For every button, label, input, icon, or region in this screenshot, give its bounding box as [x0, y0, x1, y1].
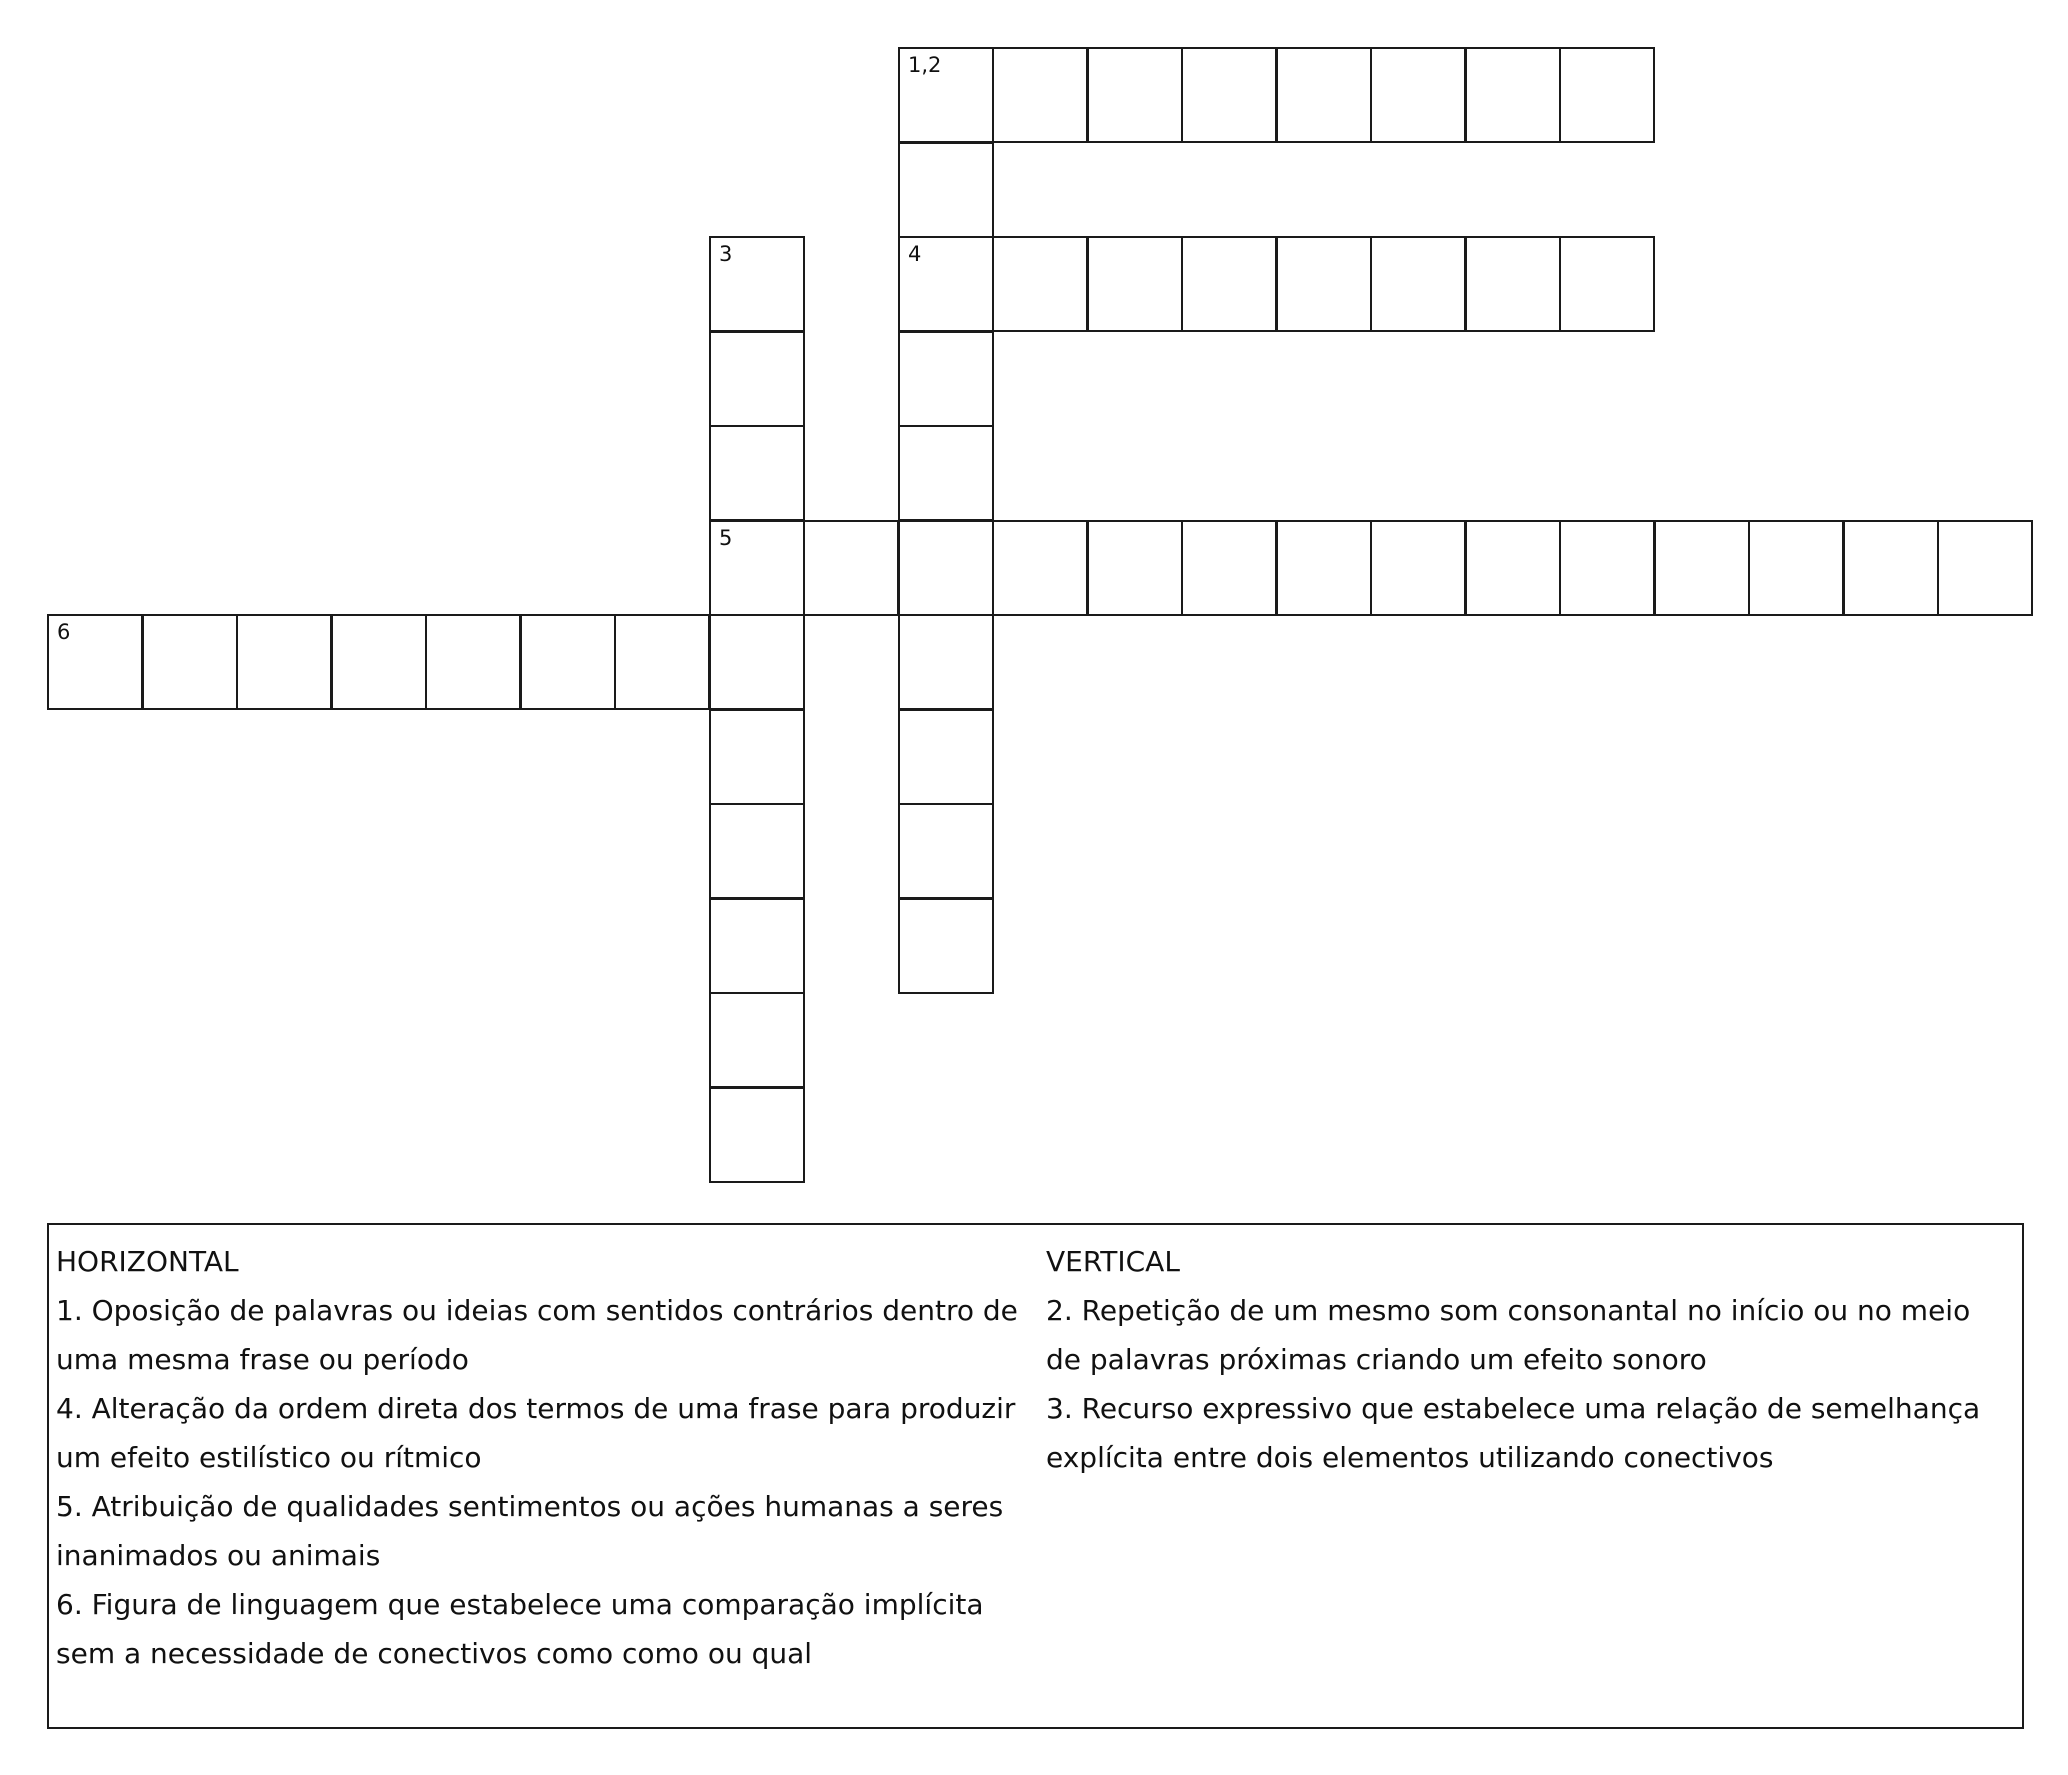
horizontal-heading: HORIZONTAL: [56, 1245, 239, 1278]
grid-cell[interactable]: [709, 236, 805, 332]
grid-cell[interactable]: [898, 425, 994, 521]
grid-cell[interactable]: [1370, 520, 1466, 616]
grid-cell[interactable]: [709, 614, 805, 710]
clue-down-2: 2. Repetição de um mesmo som consonantal no início ou no meio de palavras próximas criando um efeito sonoro: [1046, 1294, 1971, 1376]
grid-cell[interactable]: [709, 709, 805, 805]
grid-cell[interactable]: [1181, 47, 1277, 143]
clue-down-3: 3. Recurso expressivo que estabelece uma relação de semelhança explícita entre dois elementos utilizando conectivos: [1046, 1392, 1981, 1474]
grid-cell[interactable]: [709, 425, 805, 521]
grid-cell[interactable]: [898, 142, 994, 238]
clue-across-5: 5. Atribuição de qualidades sentimentos ou ações humanas a seres inanimados ou animais: [56, 1490, 1004, 1572]
clue-across-1: 1. Oposição de palavras ou ideias com sentidos contrários dentro de uma mesma frase ou período: [56, 1294, 1018, 1376]
grid-cell[interactable]: [1370, 236, 1466, 332]
grid-cell[interactable]: [992, 47, 1088, 143]
grid-cell[interactable]: [1937, 520, 2033, 616]
grid-cell[interactable]: [1654, 520, 1750, 616]
grid-cell[interactable]: [1087, 520, 1183, 616]
grid-cell[interactable]: [709, 520, 805, 616]
grid-cell[interactable]: [1181, 520, 1277, 616]
grid-cell[interactable]: [992, 520, 1088, 616]
grid-cell[interactable]: [709, 803, 805, 899]
grid-cell[interactable]: [331, 614, 427, 710]
vertical-clues: [1046, 1237, 2006, 1482]
grid-cell[interactable]: [1465, 236, 1561, 332]
grid-cell[interactable]: [898, 898, 994, 994]
clue-number: 1,2: [908, 53, 942, 77]
grid-cell[interactable]: [47, 614, 143, 710]
grid-cell[interactable]: [1087, 236, 1183, 332]
grid-cell[interactable]: [709, 992, 805, 1088]
grid-cell[interactable]: [142, 614, 238, 710]
grid-cell[interactable]: [236, 614, 332, 710]
grid-cell[interactable]: [1276, 236, 1372, 332]
grid-cell[interactable]: [1843, 520, 1939, 616]
grid-cell[interactable]: [425, 614, 521, 710]
grid-cell[interactable]: [898, 331, 994, 427]
grid-cell[interactable]: [1181, 236, 1277, 332]
grid-cell[interactable]: [1559, 520, 1655, 616]
grid-cell[interactable]: [1087, 47, 1183, 143]
grid-cell[interactable]: [709, 898, 805, 994]
grid-cell[interactable]: [898, 236, 994, 332]
clue-across-6: 6. Figura de linguagem que estabelece uma comparação implícita sem a necessidade de conectivos como como ou qual: [56, 1588, 984, 1670]
grid-cell[interactable]: [614, 614, 710, 710]
grid-cell[interactable]: [709, 1087, 805, 1183]
grid-cell[interactable]: [1370, 47, 1466, 143]
clues-box: [47, 1223, 2024, 1729]
grid-cell[interactable]: [1465, 47, 1561, 143]
grid-cell[interactable]: [1276, 520, 1372, 616]
grid-cell[interactable]: [898, 709, 994, 805]
grid-cell[interactable]: [898, 47, 994, 143]
grid-cell[interactable]: [898, 614, 994, 710]
grid-cell[interactable]: [1559, 236, 1655, 332]
grid-cell[interactable]: [898, 520, 994, 616]
grid-cell[interactable]: [709, 331, 805, 427]
clue-number: 5: [719, 526, 733, 550]
clue-number: 3: [719, 242, 733, 266]
clue-number: 4: [908, 242, 922, 266]
grid-cell[interactable]: [1465, 520, 1561, 616]
grid-cell[interactable]: [898, 803, 994, 899]
grid-cell[interactable]: [803, 520, 899, 616]
vertical-heading: VERTICAL: [1046, 1245, 1180, 1278]
grid-cell[interactable]: [992, 236, 1088, 332]
horizontal-clues: [56, 1237, 1041, 1678]
clue-number: 6: [57, 620, 71, 644]
grid-cell[interactable]: [1748, 520, 1844, 616]
clue-across-4: 4. Alteração da ordem direta dos termos de uma frase para produzir um efeito estilístico ou rítmico: [56, 1392, 1016, 1474]
grid-cell[interactable]: [1276, 47, 1372, 143]
grid-cell[interactable]: [520, 614, 616, 710]
grid-cell[interactable]: [1559, 47, 1655, 143]
